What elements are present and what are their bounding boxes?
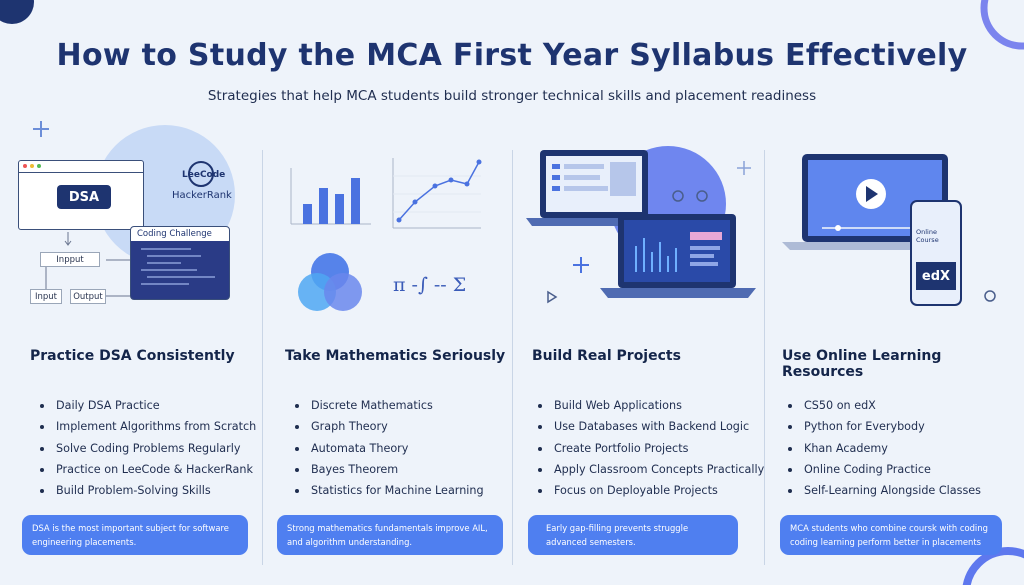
list-item: Statistics for Machine Learning — [293, 480, 484, 501]
flow-input: Input — [30, 289, 62, 304]
list-item: Discrete Mathematics — [293, 395, 484, 416]
hackerrank-logo: HackerRank — [172, 190, 232, 201]
math-illustration — [265, 150, 515, 320]
dot-circles — [668, 186, 758, 216]
edx-logo: edX — [916, 262, 956, 290]
list-item: Build Web Applications — [536, 395, 764, 416]
list-item: Build Problem-Solving Skills — [38, 480, 256, 501]
tip-note: Early gap-filling prevents struggle advanced semesters. — [528, 515, 738, 555]
venn-diagram — [295, 250, 365, 316]
challenge-title: Coding Challenge — [131, 227, 229, 241]
list-item: Practice on LeeCode & HackerRank — [38, 459, 256, 480]
page-subtitle: Strategies that help MCA students build stronger technical skills and placement readiness — [207, 88, 817, 104]
dsa-badge: DSA — [57, 185, 111, 209]
flow-arrows — [10, 150, 260, 320]
list-item: Automata Theory — [293, 438, 484, 459]
play-icon — [546, 290, 558, 304]
phone-label: Online Course — [916, 228, 939, 244]
phone — [910, 200, 962, 306]
bar-chart-graphic — [279, 166, 374, 234]
tip-note: Strong mathematics fundamentals improve AIL, and algorithm understanding. — [277, 515, 503, 555]
plus-icon — [32, 120, 50, 138]
bullet-list — [786, 395, 981, 501]
flow-output: Output — [70, 289, 106, 304]
tip-note: DSA is the most important subject for software engineering placements. — [22, 515, 248, 555]
flow-input-top: Inpput — [40, 252, 100, 267]
list-item: Implement Algorithms from Scratch — [38, 416, 256, 437]
list-item: Solve Coding Problems Regularly — [38, 438, 256, 459]
bullet-list — [38, 395, 256, 501]
column-title: Take Mathematics Seriously — [285, 348, 506, 364]
dsa-illustration — [10, 150, 260, 320]
online-illustration — [770, 150, 1020, 320]
column-projects — [518, 150, 768, 570]
projects-illustration — [518, 150, 768, 320]
list-item: Python for Everybody — [786, 416, 981, 437]
column-title: Use Online Learning Resources — [782, 348, 942, 380]
column-title: Practice DSA Consistently — [30, 348, 235, 364]
list-item: Apply Classroom Concepts Practically — [536, 459, 764, 480]
tip-note: MCA students who combine coursk with coding coding learning perform better in placements — [780, 515, 1002, 555]
column-online — [770, 150, 1020, 570]
list-item: Use Databases with Backend Logic — [536, 416, 764, 437]
column-title: Build Real Projects — [532, 348, 681, 364]
list-item: Focus on Deployable Projects — [536, 480, 764, 501]
list-item: Bayes Theorem — [293, 459, 484, 480]
plus-icon — [736, 160, 752, 176]
line-chart-graphic — [383, 156, 483, 238]
list-item: Daily DSA Practice — [38, 395, 256, 416]
list-item: Graph Theory — [293, 416, 484, 437]
leetcode-logo: LeeCode — [182, 170, 226, 180]
column-divider — [262, 150, 263, 565]
list-item: Khan Academy — [786, 438, 981, 459]
column-dsa — [10, 150, 260, 570]
list-item: Online Coding Practice — [786, 459, 981, 480]
math-formula: π -∫ -- Σ — [393, 274, 467, 296]
dot-circle — [982, 288, 998, 304]
list-item: Self-Learning Alongside Classes — [786, 480, 981, 501]
list-item: CS50 on edX — [786, 395, 981, 416]
bullet-list — [536, 395, 764, 501]
bullet-list — [293, 395, 484, 501]
list-item: Create Portfolio Projects — [536, 438, 764, 459]
page-title: How to Study the MCA First Year Syllabus Effectively — [56, 38, 968, 73]
laptop-front — [598, 212, 758, 312]
corner-circle-top-left — [0, 0, 40, 30]
column-math — [265, 150, 515, 570]
plus-icon — [572, 256, 590, 274]
